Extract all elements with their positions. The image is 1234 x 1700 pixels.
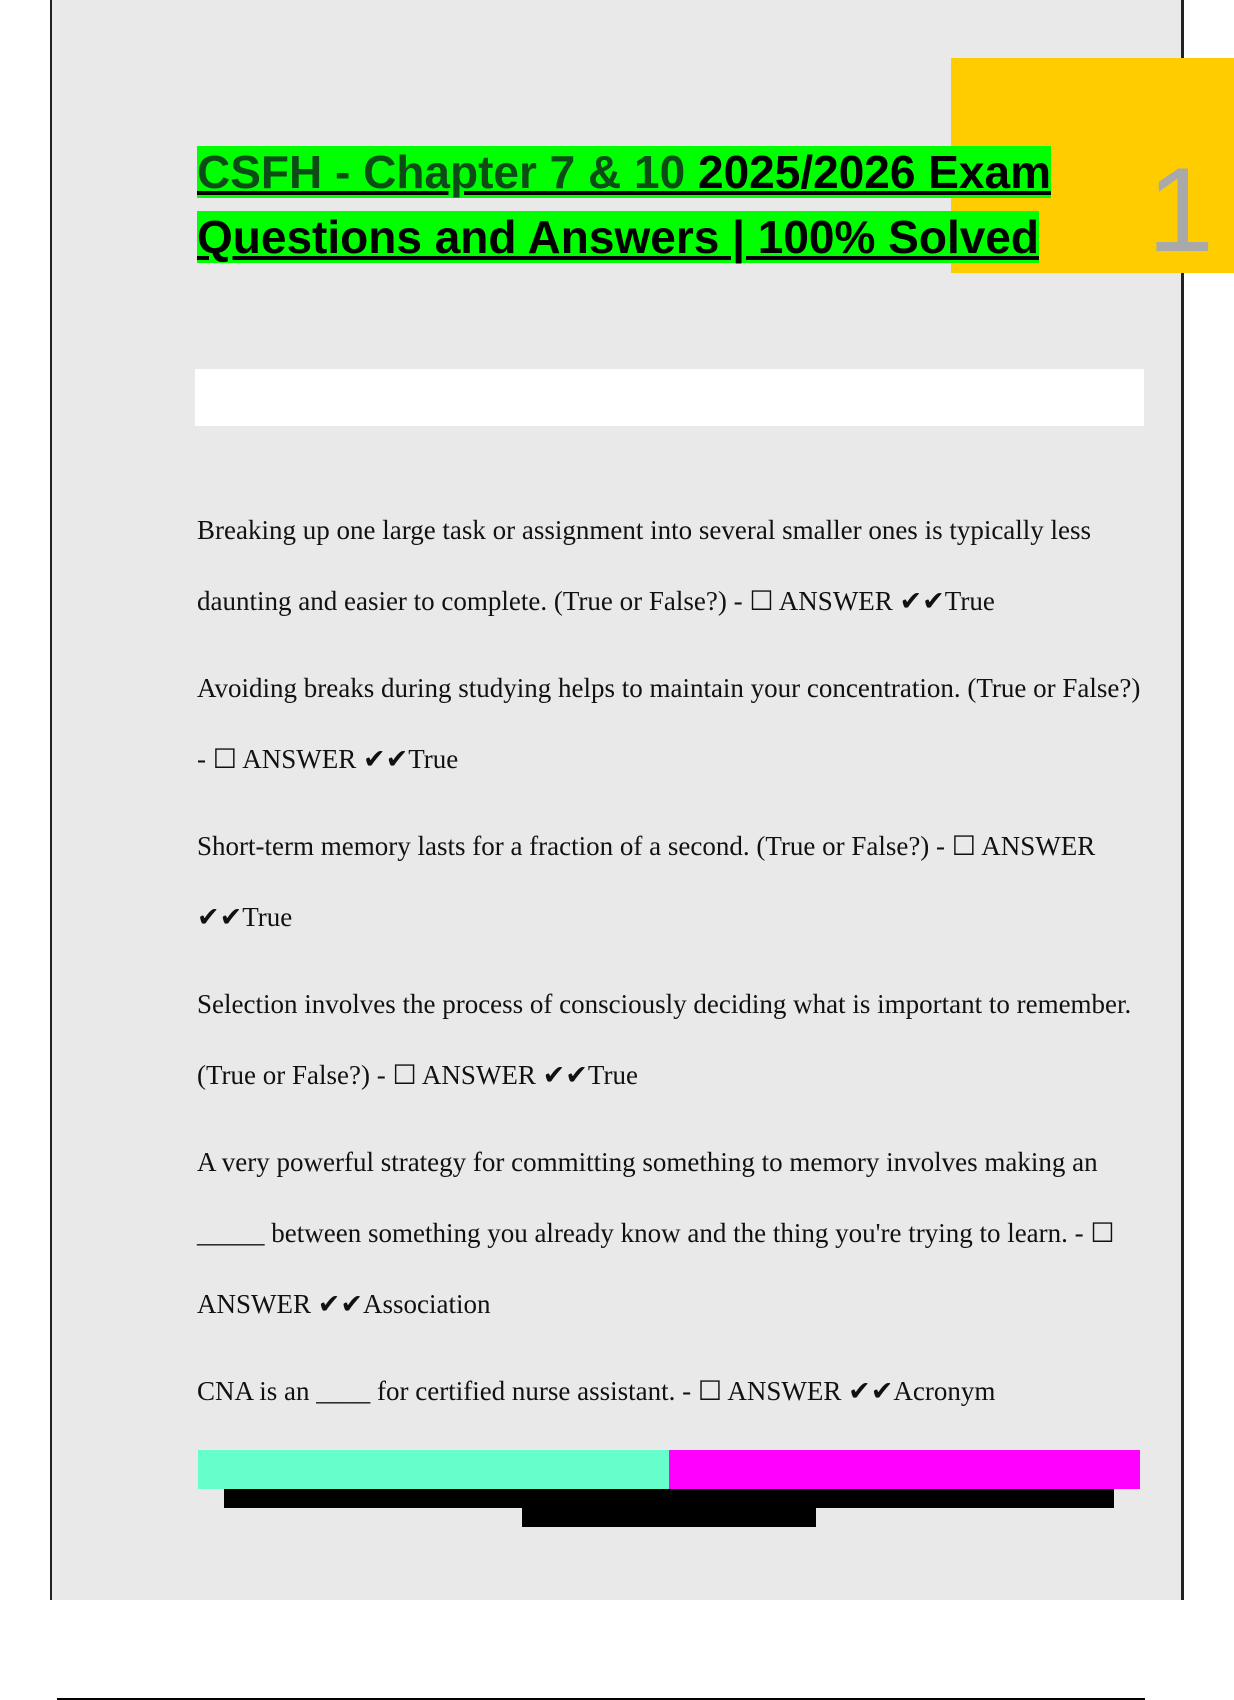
title-part-exam: 2025/2026 Exam Questions and Answers | 100% Solved [197, 146, 1051, 263]
decorative-bar-black-wide [224, 1489, 1114, 1508]
qa-item-4: Selection involves the process of consciously deciding what is important to remember. (True or False?) - ☐ ANSWER ✔✔True [197, 989, 1132, 1090]
qa-item-3: Short-term memory lasts for a fraction of a second. (True or False?) - ☐ ANSWER ✔✔True [197, 831, 1096, 932]
qa-item-2: Avoiding breaks during studying helps to maintain your concentration. (True or False?) - ☐ ANSWER ✔✔True [197, 673, 1141, 774]
title-part-course: CSFH - Chapter 7 & 10 [197, 146, 698, 198]
decorative-bar-magenta [669, 1450, 1140, 1489]
blank-banner [195, 369, 1144, 426]
decorative-bar-teal [198, 1450, 669, 1489]
qa-item-6: CNA is an ____ for certified nurse assistant. - ☐ ANSWER ✔✔Acronym [197, 1376, 996, 1406]
qa-item-1: Breaking up one large task or assignment into several smaller ones is typically less daunting and easier to complete. (True or False?) - ☐ ANSWER ✔✔True [197, 515, 1092, 616]
qa-item-5: A very powerful strategy for committing something to memory involves making an _____ between something you already know and the thing you're trying to learn. - ☐ ANSWER ✔✔Association [197, 1147, 1115, 1319]
document-page [50, 0, 1214, 1600]
qa-list [197, 495, 1142, 1443]
page-number: 1 [1147, 143, 1214, 277]
document-title [197, 140, 1137, 270]
decorative-bar-black-narrow [522, 1508, 816, 1527]
